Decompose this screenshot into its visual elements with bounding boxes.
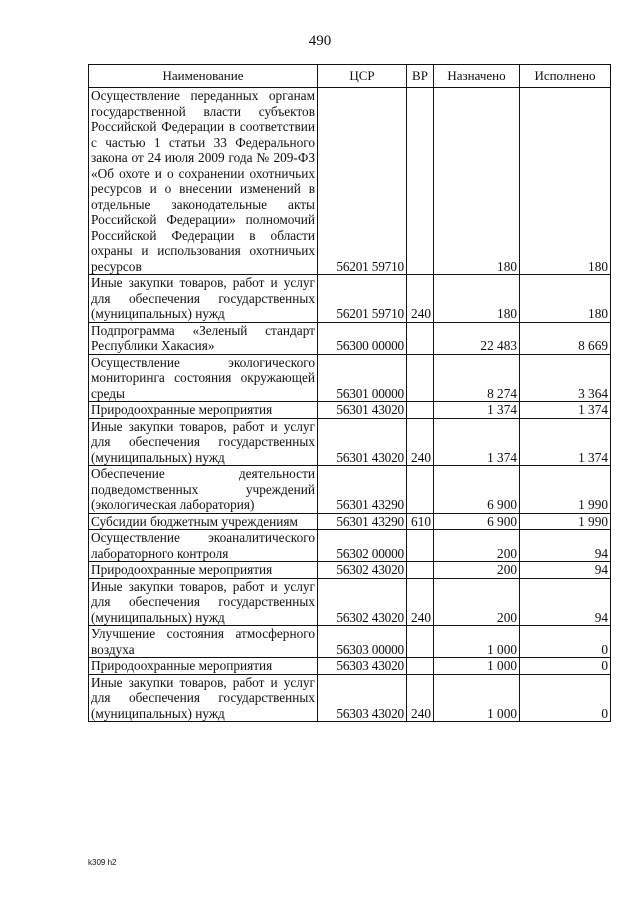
cell-name: Осуществление экологического мониторинга состояния окружающей среды	[89, 354, 318, 402]
cell-planned: 180	[434, 275, 520, 323]
cell-csr: 56303 43020	[318, 658, 407, 675]
cell-done: 180	[520, 275, 611, 323]
cell-name: Природоохранные мероприятия	[89, 402, 318, 419]
page-number: 490	[308, 33, 332, 49]
cell-planned: 1 000	[434, 674, 520, 722]
cell-vr: 610	[407, 513, 434, 530]
cell-csr: 56301 43290	[318, 466, 407, 514]
cell-name: Подпрограмма «Зеленый стандарт Республики Хакасия»	[89, 322, 318, 354]
cell-done: 1 374	[520, 402, 611, 419]
cell-csr: 56303 43020	[318, 674, 407, 722]
budget-table	[88, 64, 611, 722]
cell-name: Иные закупки товаров, работ и услуг для обеспечения государственных (муниципальных) нужд	[89, 578, 318, 626]
cell-vr	[407, 466, 434, 514]
cell-planned: 1 374	[434, 418, 520, 466]
cell-planned: 1 000	[434, 658, 520, 675]
cell-csr: 56301 43020	[318, 402, 407, 419]
cell-planned: 1 374	[434, 402, 520, 419]
header-planned: Назначено	[434, 65, 520, 88]
table-row	[89, 578, 611, 626]
table-row	[89, 530, 611, 562]
table-row	[89, 322, 611, 354]
cell-done: 180	[520, 88, 611, 275]
table-row	[89, 275, 611, 323]
cell-done: 94	[520, 530, 611, 562]
cell-csr: 56303 00000	[318, 626, 407, 658]
table-row	[89, 418, 611, 466]
table-header-row	[89, 65, 611, 88]
cell-name: Природоохранные мероприятия	[89, 562, 318, 579]
footer-code: k309 h2	[88, 858, 117, 867]
cell-vr: 240	[407, 275, 434, 323]
cell-name: Иные закупки товаров, работ и услуг для обеспечения государственных (муниципальных) нужд	[89, 275, 318, 323]
header-csr: ЦСР	[318, 65, 407, 88]
cell-vr: 240	[407, 674, 434, 722]
cell-planned: 200	[434, 530, 520, 562]
cell-vr	[407, 562, 434, 579]
table-row	[89, 626, 611, 658]
header-name: Наименование	[89, 65, 318, 88]
cell-csr: 56301 00000	[318, 354, 407, 402]
cell-name: Природоохранные мероприятия	[89, 658, 318, 675]
table-row	[89, 562, 611, 579]
table-row	[89, 354, 611, 402]
cell-done: 3 364	[520, 354, 611, 402]
cell-csr: 56302 43020	[318, 562, 407, 579]
cell-vr	[407, 354, 434, 402]
cell-planned: 8 274	[434, 354, 520, 402]
cell-done: 1 374	[520, 418, 611, 466]
cell-planned: 200	[434, 562, 520, 579]
cell-name: Улучшение состояния атмосферного воздуха	[89, 626, 318, 658]
header-vr: ВР	[407, 65, 434, 88]
table-row	[89, 88, 611, 275]
table-body	[89, 88, 611, 722]
table-row	[89, 674, 611, 722]
cell-csr: 56201 59710	[318, 88, 407, 275]
cell-csr: 56302 00000	[318, 530, 407, 562]
cell-vr	[407, 626, 434, 658]
cell-name: Иные закупки товаров, работ и услуг для обеспечения государственных (муниципальных) нужд	[89, 674, 318, 722]
cell-vr	[407, 322, 434, 354]
cell-csr: 56301 43290	[318, 513, 407, 530]
cell-done: 1 990	[520, 513, 611, 530]
cell-vr: 240	[407, 418, 434, 466]
table-row	[89, 513, 611, 530]
cell-name: Обеспечение деятельности подведомственных учреждений (экологическая лаборатория)	[89, 466, 318, 514]
cell-vr: 240	[407, 578, 434, 626]
cell-done: 8 669	[520, 322, 611, 354]
cell-vr	[407, 88, 434, 275]
cell-vr	[407, 530, 434, 562]
cell-planned: 22 483	[434, 322, 520, 354]
table-row	[89, 658, 611, 675]
cell-csr: 56302 43020	[318, 578, 407, 626]
cell-planned: 6 900	[434, 513, 520, 530]
cell-done: 0	[520, 674, 611, 722]
cell-done: 94	[520, 578, 611, 626]
cell-planned: 1 000	[434, 626, 520, 658]
cell-name: Осуществление экоаналитического лабораторного контроля	[89, 530, 318, 562]
cell-vr	[407, 658, 434, 675]
cell-csr: 56301 43020	[318, 418, 407, 466]
header-done: Исполнено	[520, 65, 611, 88]
cell-done: 0	[520, 658, 611, 675]
cell-name: Субсидии бюджетным учреждениям	[89, 513, 318, 530]
cell-done: 0	[520, 626, 611, 658]
cell-vr	[407, 402, 434, 419]
cell-done: 1 990	[520, 466, 611, 514]
cell-csr: 56201 59710	[318, 275, 407, 323]
cell-csr: 56300 00000	[318, 322, 407, 354]
table-row	[89, 402, 611, 419]
cell-planned: 180	[434, 88, 520, 275]
cell-planned: 6 900	[434, 466, 520, 514]
cell-name: Иные закупки товаров, работ и услуг для обеспечения государственных (муниципальных) нужд	[89, 418, 318, 466]
cell-name: Осуществление переданных органам государственной власти субъектов Российской Федерации в соответствии с частью 1 статьи 33 Федерального закона от 24 июля 2009 года № 209-ФЗ «Об охоте и о сохранении охотничьих ресурсов и о внесении изменений в отдельные законодательные акты Российской Федерации» полномочий Российской Федерации в области охраны и использования охотничьих ресурсов	[89, 88, 318, 275]
cell-done: 94	[520, 562, 611, 579]
cell-planned: 200	[434, 578, 520, 626]
table-row	[89, 466, 611, 514]
